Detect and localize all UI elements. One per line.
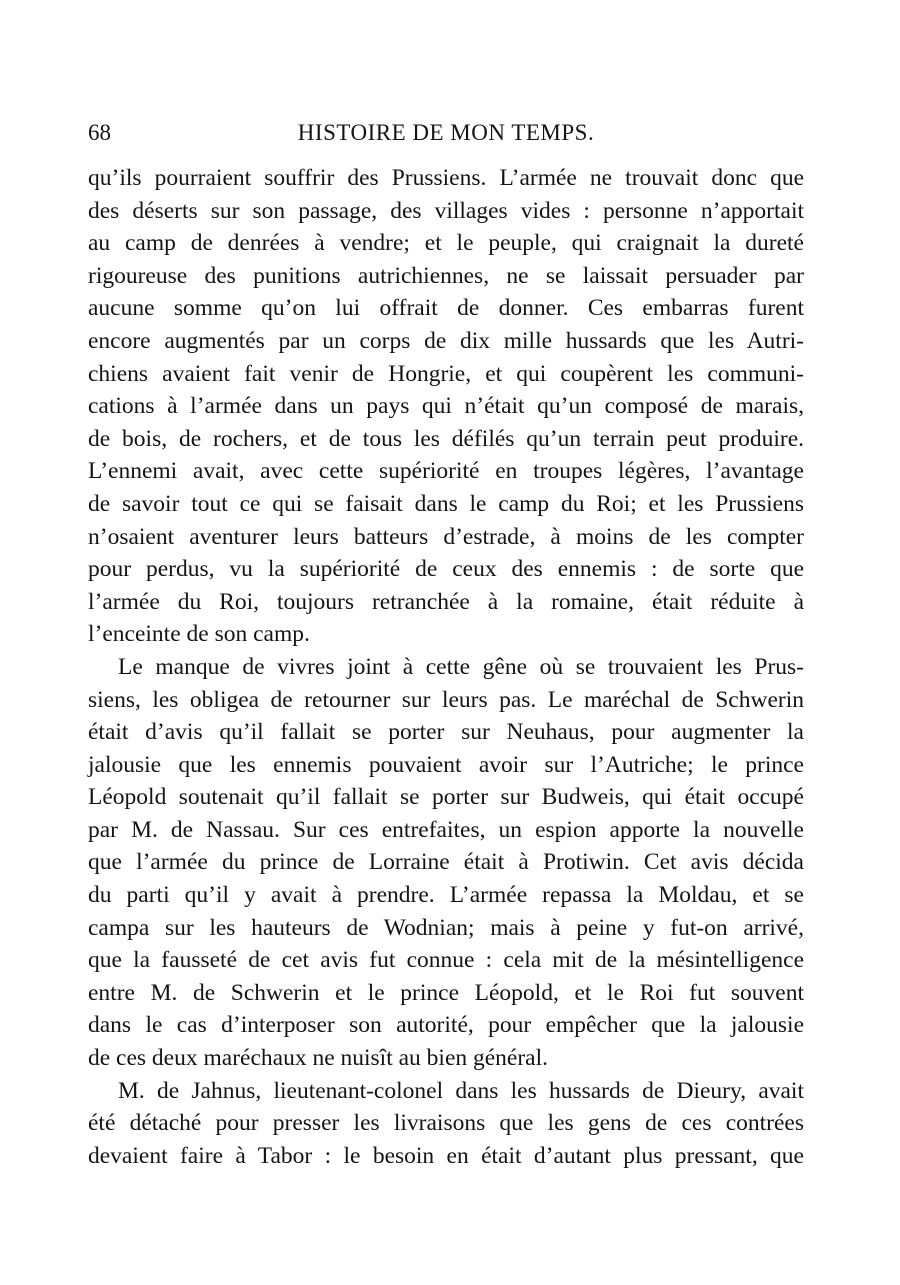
text-line: chiens avaient fait venir de Hongrie, et qui coupèrent les communi- xyxy=(88,360,804,387)
text-line: de ces deux maréchaux ne nuisît au bien général. xyxy=(88,1045,549,1072)
text-line: l’enceinte de son camp. xyxy=(88,621,310,648)
text-line: de savoir tout ce qui se faisait dans le camp du Roi; et les Prussiens xyxy=(88,490,804,517)
text-line: Le manque de vivres joint à cette gêne où se trouvaient les Prus- xyxy=(118,653,804,680)
text-line: cations à l’armée dans un pays qui n’était qu’un composé de marais, xyxy=(88,393,804,420)
text-line: été détaché pour presser les livraisons que les gens de ces contrées xyxy=(88,1110,804,1137)
text-line: des déserts sur son passage, des villages vides : personne n’apportait xyxy=(88,197,804,224)
text-line: siens, les obligea de retourner sur leurs pas. Le maréchal de Schwerin xyxy=(88,686,804,713)
text-line: rigoureuse des punitions autrichiennes, ne se laissait persuader par xyxy=(88,262,804,289)
text-line: L’ennemi avait, avec cette supériorité en troupes légères, l’avantage xyxy=(88,458,804,485)
body-text xyxy=(88,162,804,1172)
text-line: campa sur les hauteurs de Wodnian; mais à peine y fut-on arrivé, xyxy=(88,914,804,941)
text-line: l’armée du Roi, toujours retranchée à la romaine, était réduite à xyxy=(88,588,804,615)
text-line: aucune somme qu’on lui offrait de donner. Ces embarras furent xyxy=(88,295,804,322)
text-line: entre M. de Schwerin et le prince Léopold, et le Roi fut souvent xyxy=(88,979,804,1006)
text-line: encore augmentés par un corps de dix mille hussards que les Autri- xyxy=(88,327,804,354)
paragraph xyxy=(88,1075,804,1173)
text-line: que l’armée du prince de Lorraine était à Protiwin. Cet avis décida xyxy=(88,849,804,876)
text-line: que la fausseté de cet avis fut connue : cela mit de la mésintelligence xyxy=(88,947,804,974)
text-line: était d’avis qu’il fallait se porter sur Neuhaus, pour augmenter la xyxy=(88,719,804,746)
text-line: qu’ils pourraient souffrir des Prussiens. L’armée ne trouvait donc que xyxy=(88,165,804,191)
paragraph xyxy=(88,651,804,1075)
running-title: HISTOIRE DE MON TEMPS. xyxy=(297,120,595,145)
text-line: pour perdus, vu la supériorité de ceux des ennemis : de sorte que xyxy=(88,556,804,583)
text-line: n’osaient aventurer leurs batteurs d’estrade, à moins de les compter xyxy=(88,523,804,550)
running-header xyxy=(88,118,804,148)
page-number: 68 xyxy=(88,120,111,145)
text-line: dans le cas d’interposer son autorité, pour empêcher que la jalousie xyxy=(88,1012,804,1039)
text-line: de bois, de rochers, et de tous les défilés qu’un terrain peut produire. xyxy=(88,425,804,452)
text-line: jalousie que les ennemis pouvaient avoir sur l’Autriche; le prince xyxy=(88,751,804,778)
paragraph xyxy=(88,162,804,651)
text-line: devaient faire à Tabor : le besoin en était d’autant plus pressant, que xyxy=(88,1142,804,1169)
text-line: par M. de Nassau. Sur ces entrefaites, un espion apporte la nouvelle xyxy=(88,816,804,843)
text-line: Léopold soutenait qu’il fallait se porter sur Budweis, qui était occupé xyxy=(88,784,804,811)
text-line: au camp de denrées à vendre; et le peuple, qui craignait la dureté xyxy=(88,230,804,257)
text-line: du parti qu’il y avait à prendre. L’armée repassa la Moldau, et se xyxy=(88,882,804,909)
text-line: M. de Jahnus, lieutenant-colonel dans les hussards de Dieury, avait xyxy=(118,1077,804,1104)
